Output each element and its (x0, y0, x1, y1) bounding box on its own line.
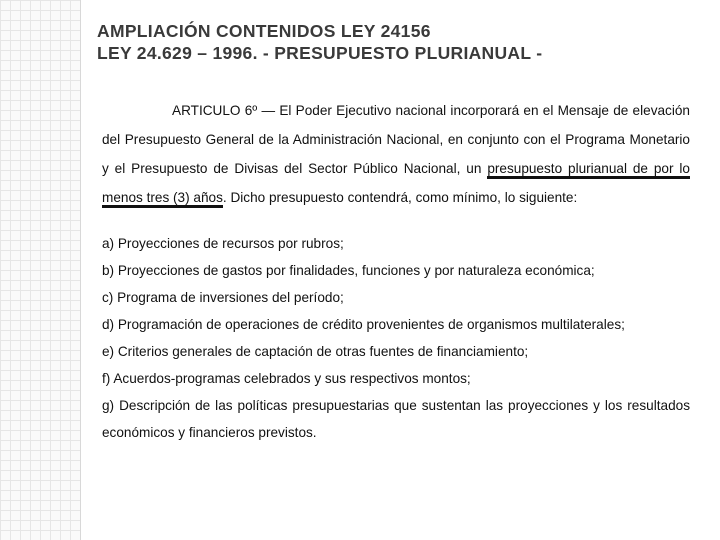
list-item: f) Acuerdos-programas celebrados y sus respectivos montos; (102, 371, 471, 386)
list-item: d) Programación de operaciones de crédito provenientes de organismos multilaterales; (102, 317, 625, 332)
article-text-start: ARTICULO 6º — El Poder Ejecutivo nacional incorporará en el Mensaje de elevación del Presupuesto General de la Administración Nacional, en conjunto con el Programa Monetario y el Presupuesto de Divisas del Sector Público Nacional, un (102, 103, 690, 176)
slide-body (102, 96, 690, 446)
slide-title (97, 20, 707, 64)
list-item: e) Criterios generales de captación de otras fuentes de financiamiento; (102, 344, 529, 359)
list-item: a) Proyecciones de recursos por rubros; (102, 236, 344, 251)
item-list (102, 230, 690, 446)
list-item: c) Programa de inversiones del período; (102, 290, 344, 305)
list-item: g) Descripción de las políticas presupuestarias que sustentan las proyecciones y los resultados económicos y financieros previstos. (102, 398, 690, 440)
grid-decoration (0, 0, 81, 540)
article-underlined-text: presupuesto plurianual de por lo menos tres (3) años (102, 161, 690, 208)
article-text-end: . Dicho presupuesto contendrá, como mínimo, lo siguiente: (222, 190, 578, 205)
title-line-2: LEY 24.629 – 1996. - PRESUPUESTO PLURIANUAL - (97, 43, 543, 63)
article-paragraph (102, 96, 690, 212)
list-item: b) Proyecciones de gastos por finalidades, funciones y por naturaleza económica; (102, 263, 595, 278)
title-line-1: AMPLIACIÓN CONTENIDOS LEY 24156 (97, 21, 431, 41)
